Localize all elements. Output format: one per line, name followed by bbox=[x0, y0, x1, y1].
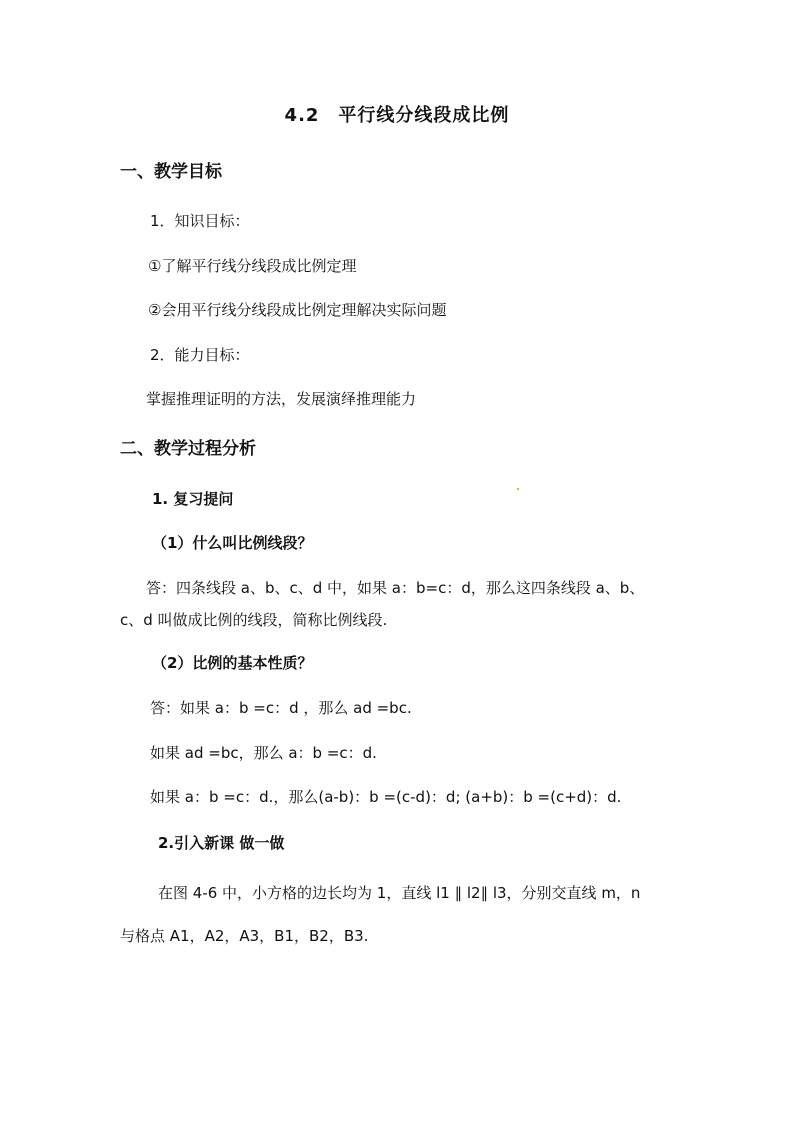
document-title: 4.2 平行线分线段成比例 bbox=[284, 105, 510, 126]
ability-goal-label: 2．能力目标： bbox=[150, 346, 250, 364]
knowledge-goal-label: 1．知识目标： bbox=[150, 212, 250, 230]
section-heading-process: 二、教学过程分析 bbox=[120, 439, 256, 459]
answer-2-line-3: 如果 a：b =c：d.，那么(a-b)：b =(c-d)：d; (a+b)：b =(c+d)：d. bbox=[150, 788, 622, 806]
knowledge-goal-point-2: ②会用平行线分线段成比例定理解决实际问题 bbox=[148, 301, 447, 319]
new-lesson-heading: 2.引入新课 做一做 bbox=[158, 834, 285, 852]
answer-1-line-1: 答：四条线段 a、b、c、d 中，如果 a：b=c：d，那么这四条线段 a、b、 bbox=[146, 579, 645, 597]
new-lesson-line-1: 在图 4-6 中，小方格的边长均为 1，直线 l1 ∥ l2∥ l3，分别交直线 m，n bbox=[158, 884, 641, 902]
knowledge-goal-point-1: ①了解平行线分线段成比例定理 bbox=[148, 257, 357, 275]
question-2: （2）比例的基本性质？ bbox=[152, 654, 313, 672]
section-heading-goals: 一、教学目标 bbox=[120, 162, 222, 182]
new-lesson-line-2: 与格点 A1，A2，A3，B1，B2，B3. bbox=[120, 927, 369, 945]
answer-2-line-2: 如果 ad =bc，那么 a：b =c：d. bbox=[150, 744, 377, 762]
stray-mark bbox=[517, 488, 519, 490]
ability-goal-text: 掌握推理证明的方法，发展演绎推理能力 bbox=[146, 390, 417, 408]
review-heading: 1. 复习提问 bbox=[152, 490, 234, 508]
answer-1-line-2: c、d 叫做成比例的线段，简称比例线段. bbox=[120, 611, 388, 629]
question-1: （1）什么叫比例线段？ bbox=[152, 534, 313, 552]
answer-2-line-1: 答：如果 a：b =c：d ，那么 ad =bc. bbox=[150, 699, 412, 717]
